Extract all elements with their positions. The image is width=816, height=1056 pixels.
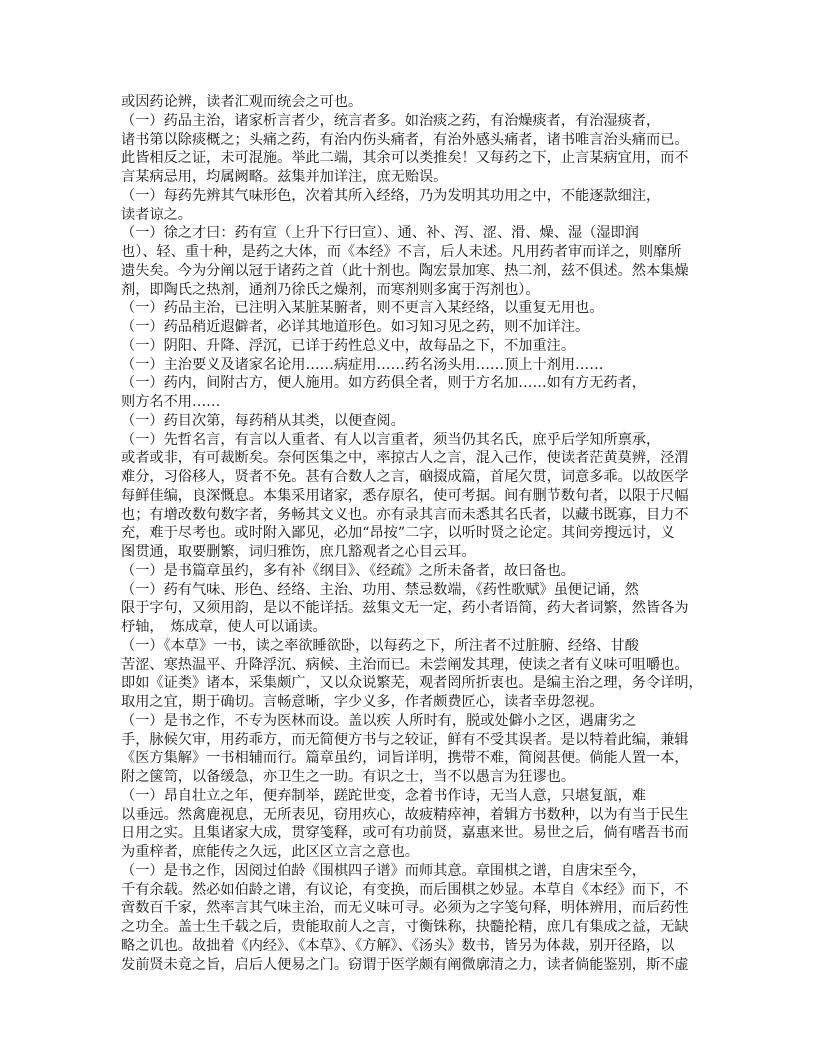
text-line: 每鲜佳编，良深慨息。本集采用诸家，悉存原名，使可考据。间有删节数句者，以限于尺幅 [121, 487, 689, 504]
text-line: （一）药目次第，每药稍从其类，以便查阅。 [121, 412, 405, 429]
text-line: 以垂远。然禽鹿视息，无所表见，窃用疚心，故疲精瘁神，着辑方书数种，以为有当于民生 [121, 806, 689, 823]
text-line: 取用之宜，期于确切。言畅意晰，字少义多，作者颇费匠心，读者幸毋忽视。 [121, 694, 604, 710]
text-line: 或者或非，有可裁断矣。奈何医集之中，率掠古人之言，混入己作，使读者茫黄莫辨，泾渭 [121, 450, 689, 467]
text-line: 略之讥也。故拙着《内经》、《本草》、《方解》、《汤头》数书，皆另为体裁，别开径路，以 [121, 937, 675, 954]
document-page [121, 93, 703, 974]
text-line: 苦涩、寒热温平、升降浮沉、病候、主治而已。未尝阐发其理，使读之者有义味可咀嚼也。 [121, 656, 689, 673]
text-line: （一）《本草》一书，读之率欲睡欲卧，以每药之下，所注者不过脏腑、经络、甘酸 [121, 637, 639, 654]
text-line: 《医方集解》一书相辅而行。篇章虽约，词旨详明，携带不难，简阅甚便。倘能人置一本， [121, 750, 689, 767]
text-line: 也；有增改数句数字者，务畅其文义也。亦有录其言而未悉其名氏者，以藏书既寡，目力不 [121, 506, 689, 523]
text-line: 也）、轻、重十种，是药之大体，而《本经》不言，后人未述。凡用药者审而详之，则靡所 [121, 244, 682, 260]
text-line: 日用之实。且集诸家大成，贯穿笺释，或可有功前贤，嘉惠来世。易世之后，倘有嗜吾书而 [121, 825, 689, 842]
text-line: 诸书第以除痰概之；头痛之药，有治内伤头痛者，有治外感头痛者，诸书唯言治头痛而已。 [121, 131, 689, 148]
text-line: 限于字句，又须用韵，是以不能详括。兹集文无一定，药小者语简，药大者词繁，然皆各为 [121, 600, 689, 617]
text-line: 之功全。盖士生千载之后，贵能取前人之言，寸衡铢称，抉髓抡精，庶几有集成之益，无缺 [121, 919, 689, 935]
text-line: 发前贤未竟之旨，启后人便易之门。窃谓于医学颇有阐微廓清之力，读者倘能鉴别，斯不虚 [121, 956, 689, 973]
text-line: 千有余载。然必如伯龄之谱，有议论，有变换，而后围棋之妙显。本草自《本经》而下，不 [121, 881, 689, 898]
text-line: 充，难于尽考也。或时附入鄙见，必加“昂按”二字，以听时贤之论定。其间旁搜远讨，义 [121, 525, 675, 542]
text-line: 或因药论辨，读者汇观而统会之可也。 [121, 94, 363, 110]
text-line: （一）药内，间附古方，便人施用。如方药俱全者，则于方名加……如有方无药者， [121, 375, 646, 392]
text-line: 手，脉候欠审，用药乖方，而无简便方书与之较证，鲜有不受其误者。是以特着此编，兼辑 [121, 731, 689, 748]
text-line: （一）药有气味、形色、经络、主治、功用、禁忌数端，《药性歌赋》虽便记诵，然 [121, 581, 639, 598]
text-line: （一）是书之作，不专为医林而设。盖以疾 人所时有，脱或处僻小之区，遇庸劣之 [121, 712, 637, 729]
text-line: 此皆相反之证，未可混施。举此二端，其余可以类推矣！又每药之下，止言某病宜用，而不 [121, 150, 689, 167]
text-line: （一）昂自壮立之年，便弃制举，蹉跎世变，念着书作诗，无当人意，只堪复瓿，难 [121, 787, 646, 804]
text-line: （一）药品主治，已注明入某脏某腑者，则不更言入某经络，以重复无用也。 [121, 300, 604, 317]
text-line: （一）先哲名言，有言以人重者、有人以言重者，须当仍其名氏，庶乎后学知所禀承， [121, 431, 661, 448]
text-line: （一）阴阳、升降、浮沉，已详于药性总义中，故每品之下，不加重注。 [121, 337, 576, 354]
text-line: 遗失矣。今为分阐以冠于诸药之首（此十剂也。陶宏景加寒、热二剂，兹不俱述。然本集燥 [121, 262, 689, 279]
text-line: 杼轴， 炼成章，使人可以诵读。 [121, 619, 327, 635]
text-line: 读者谅之。 [121, 206, 192, 223]
text-line: 附之箧笥，以备缓急，亦卫生之一助。有识之士，当不以愚言为狂谬也。 [121, 769, 576, 785]
text-line: （一）药品稍近遐僻者，必详其地道形色。如习知习见之药，则不加详注。 [121, 319, 590, 335]
text-line: （一）是书篇章虽约，多有补《纲目》、《经疏》之所未备者，故曰备也。 [121, 562, 575, 579]
text-line: （一）药品主治，诸家析言者少，统言者多。如治痰之药，有治燥痰者，有治湿痰者， [121, 112, 661, 129]
text-line: 为重梓者，庶能传之久远，此区区立言之意也。 [121, 844, 419, 860]
text-line: （一）徐之才曰：药有宣（上升下行曰宣）、通、补、泻、涩、滑、燥、湿（湿即润 [121, 225, 639, 242]
text-line: 难分，习俗移人，贤者不免。甚有合数人之言，硇掇成篇，首尾欠贯，词意多乖。以故医学 [121, 469, 689, 485]
text-line: （一）每药先辨其气味形色，次着其所入经络，乃为发明其功用之中，不能逐款细注， [121, 187, 661, 204]
text-line: 啻数百千家，然率言其气味主治，而无义味可寻。必须为之字笺句释，明体辨用，而后药性 [121, 900, 689, 917]
text-line: 剂，即陶氏之热剂，通剂乃徐氏之燥剂，而寒剂则多寓于泻剂也）。 [121, 281, 540, 298]
text-line: 则方名不用…… [121, 394, 221, 410]
text-line: 言某病忌用，均属阙略。兹集并加详注，庶无贻误。 [121, 169, 448, 185]
text-line: 即如《证类》诸本，采集颇广，又以众说繁芜，观者罔所折衷也。是编主治之理，务令详明， [121, 675, 703, 692]
text-line: （一）是书之作，因阅过伯龄《围棋四子谱》而师其意。章围棋之谱，自唐宋至今， [121, 862, 646, 879]
text-line: （一）主治要义及诸家名论用……病症用……药名汤头用……顶上十剂用…… [121, 356, 604, 373]
text-line: 图贯通，取要删繁，词归雅饬，庶几豁观者之心目云耳。 [121, 544, 476, 560]
